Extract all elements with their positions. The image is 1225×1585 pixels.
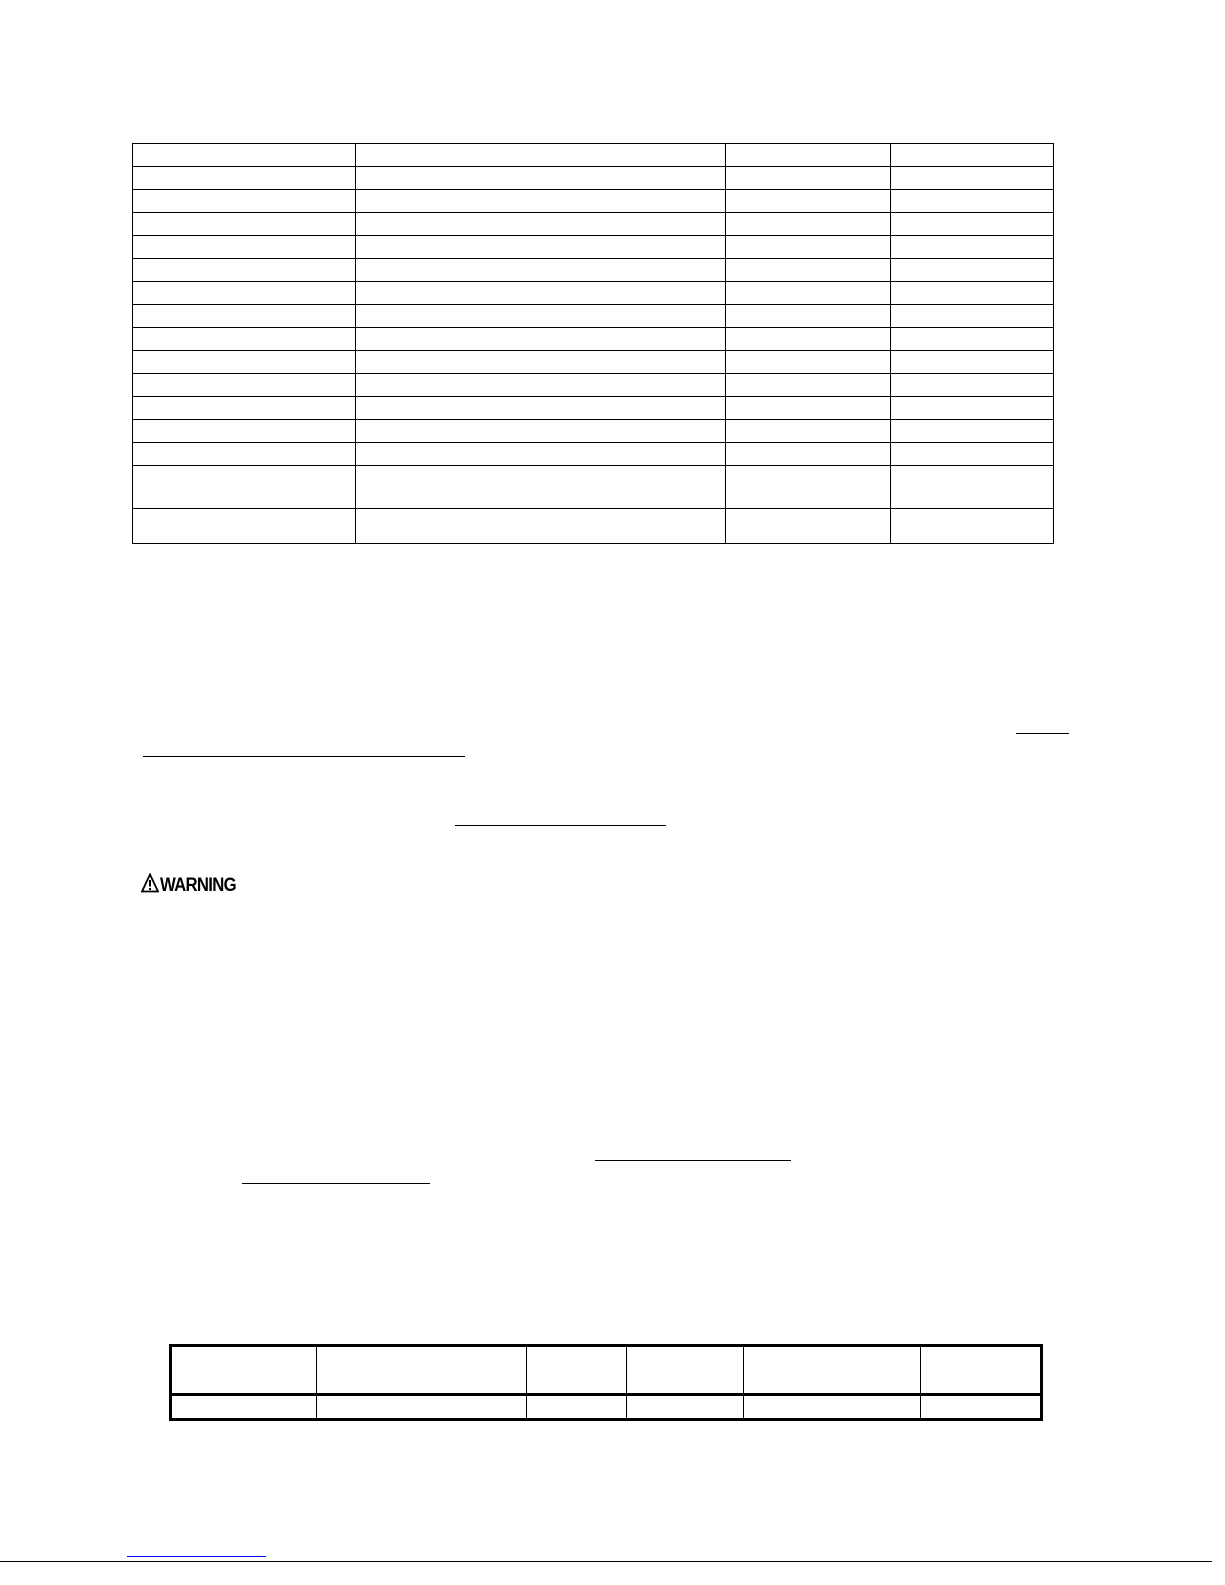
underline-fragment xyxy=(595,1160,791,1161)
footer-link-underline[interactable] xyxy=(127,1556,266,1557)
table-row xyxy=(133,397,1054,420)
table-row xyxy=(133,351,1054,374)
underline-fragment xyxy=(143,756,465,757)
table-row xyxy=(133,236,1054,259)
table-row xyxy=(133,213,1054,236)
underline-fragment xyxy=(455,825,666,826)
table-row xyxy=(171,1395,1042,1420)
table-row xyxy=(133,443,1054,466)
table-row xyxy=(133,144,1054,167)
footer-rule xyxy=(0,1561,1212,1562)
table-row xyxy=(133,282,1054,305)
underline-fragment xyxy=(1016,733,1069,734)
bottom-table xyxy=(169,1344,1043,1421)
table-row xyxy=(133,305,1054,328)
table-row xyxy=(133,420,1054,443)
warning-triangle-icon xyxy=(141,873,159,898)
top-table xyxy=(132,143,1054,544)
table-row xyxy=(133,259,1054,282)
table-row xyxy=(133,466,1054,509)
warning-text: WARNING xyxy=(160,874,236,896)
underline-fragment xyxy=(242,1183,430,1184)
table-row xyxy=(133,374,1054,397)
table-row xyxy=(133,328,1054,351)
table-row xyxy=(133,167,1054,190)
table-row xyxy=(133,190,1054,213)
table-row xyxy=(133,509,1054,544)
warning-label xyxy=(141,873,246,897)
table-header-row xyxy=(171,1346,1042,1395)
